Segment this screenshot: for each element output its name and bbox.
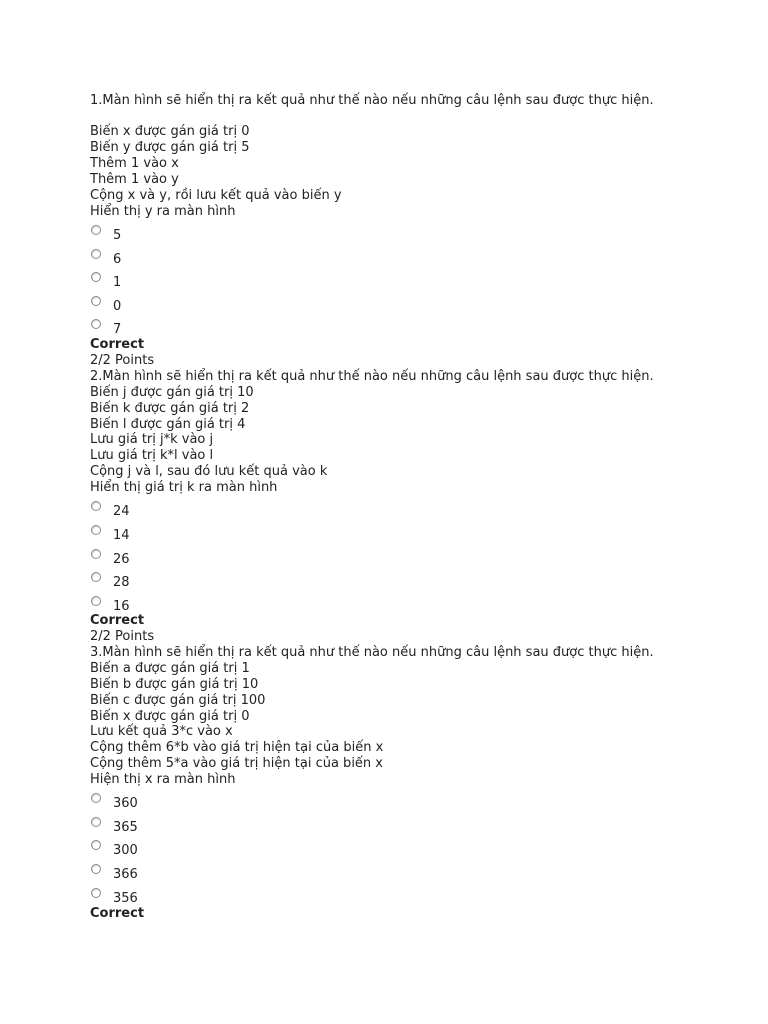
answer-option-label: 365 (113, 820, 138, 835)
answer-option[interactable] (90, 572, 290, 592)
question-2-statement: Biến k được gán giá trị 2 (90, 401, 250, 416)
question-2-statement: Hiển thị giá trị k ra màn hình (90, 480, 278, 495)
answer-option[interactable] (90, 864, 290, 884)
radio-button[interactable] (91, 525, 101, 535)
answer-option[interactable] (90, 272, 290, 292)
question-3-statement: Biến c được gán giá trị 100 (90, 693, 266, 708)
question-1-statement: Biến y được gán giá trị 5 (90, 140, 250, 155)
answer-option[interactable] (90, 296, 290, 316)
radio-button[interactable] (91, 817, 101, 827)
answer-option-label: 360 (113, 796, 138, 811)
answer-option[interactable] (90, 888, 290, 908)
question-2-statement: Lưu giá trị k*l vào l (90, 448, 214, 463)
question-3-statement: Biến a được gán giá trị 1 (90, 661, 250, 676)
answer-option[interactable] (90, 319, 290, 339)
answer-option-label: 5 (113, 228, 122, 243)
radio-button[interactable] (91, 864, 101, 874)
question-1-status: Correct (90, 337, 145, 352)
question-2-statement: Cộng j và l, sau đó lưu kết quả vào k (90, 464, 328, 479)
question-3-status: Correct (90, 906, 145, 921)
question-2-statement: Biến j được gán giá trị 10 (90, 385, 254, 400)
radio-button[interactable] (91, 840, 101, 850)
radio-button[interactable] (91, 793, 101, 803)
question-1-points: 2/2 Points (90, 353, 155, 368)
question-1-statement: Cộng x và y, rồi lưu kết quả vào biến y (90, 188, 342, 203)
answer-option-label: 24 (113, 504, 130, 519)
radio-button[interactable] (91, 572, 101, 582)
question-2-title: 2.Màn hình sẽ hiển thị ra kết quả như thế nào nếu những câu lệnh sau được thực hiện. (90, 369, 654, 384)
question-1-title: 1.Màn hình sẽ hiển thị ra kết quả như thế nào nếu những câu lệnh sau được thực hiện. (90, 93, 654, 108)
radio-button[interactable] (91, 501, 101, 511)
question-1-statement: Hiển thị y ra màn hình (90, 204, 236, 219)
question-3-statement: Hiện thị x ra màn hình (90, 772, 236, 787)
answer-option[interactable] (90, 549, 290, 569)
answer-option-label: 26 (113, 552, 130, 567)
question-1-statement: Thêm 1 vào y (90, 172, 179, 187)
answer-option[interactable] (90, 501, 290, 521)
radio-button[interactable] (91, 296, 101, 306)
question-1-statement: Thêm 1 vào x (90, 156, 179, 171)
answer-option-label: 28 (113, 575, 130, 590)
answer-option[interactable] (90, 249, 290, 269)
answer-option[interactable] (90, 793, 290, 813)
radio-button[interactable] (91, 888, 101, 898)
answer-option-label: 6 (113, 252, 122, 267)
answer-option-label: 16 (113, 599, 130, 614)
answer-option[interactable] (90, 525, 290, 545)
answer-option-label: 356 (113, 891, 138, 906)
question-2-statement: Biến l được gán giá trị 4 (90, 417, 246, 432)
answer-option[interactable] (90, 840, 290, 860)
radio-button[interactable] (91, 319, 101, 329)
question-1-statement: Biến x được gán giá trị 0 (90, 124, 250, 139)
question-2-points: 2/2 Points (90, 629, 155, 644)
radio-button[interactable] (91, 225, 101, 235)
question-3-statement: Lưu kết quả 3*c vào x (90, 724, 233, 739)
radio-button[interactable] (91, 272, 101, 282)
question-3-statement: Biến x được gán giá trị 0 (90, 709, 250, 724)
radio-button[interactable] (91, 249, 101, 259)
question-3-title: 3.Màn hình sẽ hiển thị ra kết quả như thế nào nếu những câu lệnh sau được thực hiện. (90, 645, 654, 660)
answer-option[interactable] (90, 225, 290, 245)
answer-option-label: 7 (113, 322, 122, 337)
answer-option-label: 300 (113, 843, 138, 858)
answer-option-label: 366 (113, 867, 138, 882)
question-2-status: Correct (90, 613, 145, 628)
answer-option[interactable] (90, 817, 290, 837)
answer-option-label: 1 (113, 275, 122, 290)
question-2-statement: Lưu giá trị j*k vào j (90, 432, 214, 447)
question-3-statement: Cộng thêm 5*a vào giá trị hiện tại của biến x (90, 756, 383, 771)
answer-option-label: 0 (113, 299, 122, 314)
question-3-statement: Biến b được gán giá trị 10 (90, 677, 259, 692)
question-3-statement: Cộng thêm 6*b vào giá trị hiện tại của biến x (90, 740, 384, 755)
answer-option-label: 14 (113, 528, 130, 543)
radio-button[interactable] (91, 549, 101, 559)
radio-button[interactable] (91, 596, 101, 606)
